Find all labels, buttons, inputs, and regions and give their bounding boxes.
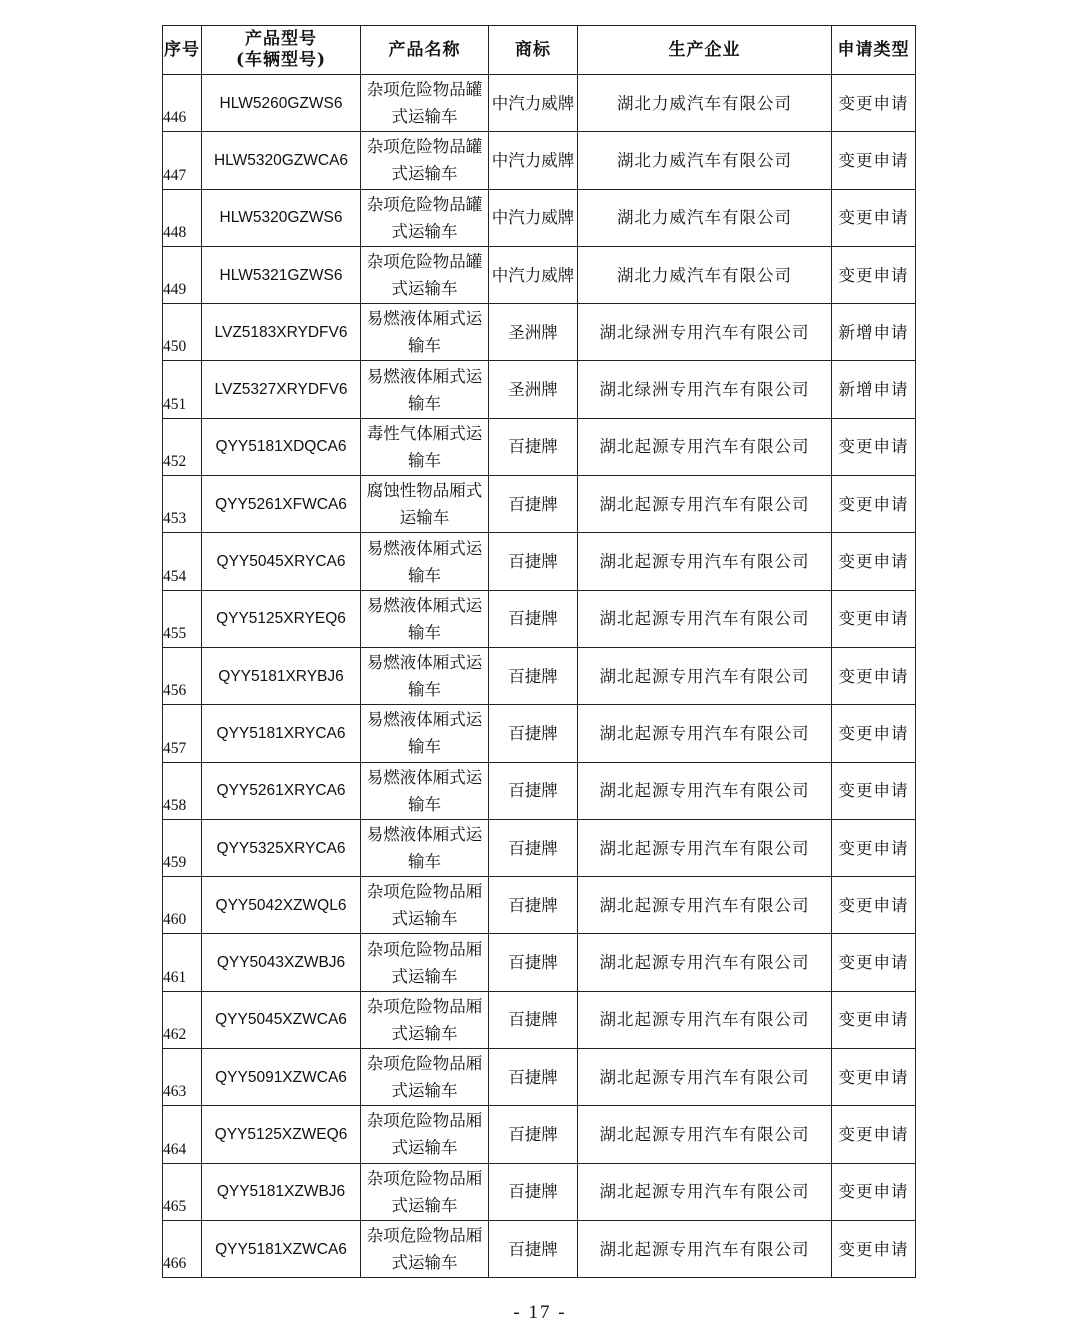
row-model: QYY5181XRYBJ6 bbox=[202, 647, 361, 704]
row-model: HLW5321GZWS6 bbox=[202, 246, 361, 303]
row-manufacturer: 湖北绿洲专用汽车有限公司 bbox=[578, 304, 832, 361]
row-model: LVZ5327XRYDFV6 bbox=[202, 361, 361, 418]
table-row bbox=[163, 246, 916, 303]
row-index: 447 bbox=[163, 132, 202, 189]
row-manufacturer: 湖北起源专用汽车有限公司 bbox=[578, 877, 832, 934]
row-index: 466 bbox=[163, 1220, 202, 1277]
row-index: 448 bbox=[163, 189, 202, 246]
row-application-type: 变更申请 bbox=[832, 246, 916, 303]
row-index: 455 bbox=[163, 590, 202, 647]
row-application-type: 变更申请 bbox=[832, 590, 916, 647]
table-header bbox=[163, 26, 916, 75]
row-brand: 百捷牌 bbox=[489, 762, 578, 819]
row-index: 450 bbox=[163, 304, 202, 361]
row-brand: 百捷牌 bbox=[489, 705, 578, 762]
row-brand: 中汽力威牌 bbox=[489, 246, 578, 303]
row-index: 457 bbox=[163, 705, 202, 762]
row-index: 451 bbox=[163, 361, 202, 418]
row-product-name: 杂项危险物品厢式运输车 bbox=[361, 1049, 489, 1106]
row-brand: 百捷牌 bbox=[489, 1049, 578, 1106]
row-product-name: 杂项危险物品厢式运输车 bbox=[361, 934, 489, 991]
row-index: 459 bbox=[163, 819, 202, 876]
row-product-name: 杂项危险物品罐式运输车 bbox=[361, 246, 489, 303]
row-index: 462 bbox=[163, 991, 202, 1048]
row-product-name: 毒性气体厢式运输车 bbox=[361, 418, 489, 475]
row-model: QYY5181XZWCA6 bbox=[202, 1220, 361, 1277]
row-model: QYY5043XZWBJ6 bbox=[202, 934, 361, 991]
row-model: QYY5045XZWCA6 bbox=[202, 991, 361, 1048]
row-application-type: 变更申请 bbox=[832, 1163, 916, 1220]
table-row bbox=[163, 934, 916, 991]
row-application-type: 变更申请 bbox=[832, 819, 916, 876]
row-brand: 百捷牌 bbox=[489, 533, 578, 590]
table-row bbox=[163, 1220, 916, 1277]
row-manufacturer: 湖北绿洲专用汽车有限公司 bbox=[578, 361, 832, 418]
row-application-type: 变更申请 bbox=[832, 189, 916, 246]
row-model: QYY5091XZWCA6 bbox=[202, 1049, 361, 1106]
row-application-type: 变更申请 bbox=[832, 877, 916, 934]
table-row bbox=[163, 361, 916, 418]
table-body bbox=[163, 75, 916, 1278]
row-manufacturer: 湖北起源专用汽车有限公司 bbox=[578, 1106, 832, 1163]
row-product-name: 杂项危险物品厢式运输车 bbox=[361, 1220, 489, 1277]
row-product-name: 杂项危险物品厢式运输车 bbox=[361, 1106, 489, 1163]
row-index: 460 bbox=[163, 877, 202, 934]
row-application-type: 变更申请 bbox=[832, 934, 916, 991]
row-model: QYY5181XDQCA6 bbox=[202, 418, 361, 475]
row-manufacturer: 湖北力威汽车有限公司 bbox=[578, 132, 832, 189]
header-brand: 商标 bbox=[489, 26, 578, 75]
table-row bbox=[163, 533, 916, 590]
row-brand: 百捷牌 bbox=[489, 476, 578, 533]
row-application-type: 变更申请 bbox=[832, 132, 916, 189]
row-manufacturer: 湖北起源专用汽车有限公司 bbox=[578, 1163, 832, 1220]
table-row bbox=[163, 647, 916, 704]
row-manufacturer: 湖北起源专用汽车有限公司 bbox=[578, 819, 832, 876]
row-brand: 百捷牌 bbox=[489, 819, 578, 876]
row-index: 449 bbox=[163, 246, 202, 303]
row-product-name: 腐蚀性物品厢式运输车 bbox=[361, 476, 489, 533]
row-application-type: 新增申请 bbox=[832, 361, 916, 418]
row-product-name: 杂项危险物品罐式运输车 bbox=[361, 75, 489, 132]
header-row bbox=[163, 26, 916, 75]
row-index: 456 bbox=[163, 647, 202, 704]
row-product-name: 易燃液体厢式运输车 bbox=[361, 533, 489, 590]
row-product-name: 易燃液体厢式运输车 bbox=[361, 590, 489, 647]
row-application-type: 变更申请 bbox=[832, 533, 916, 590]
header-model-line2: (车辆型号) bbox=[235, 50, 327, 70]
table-row bbox=[163, 705, 916, 762]
table-row bbox=[163, 1163, 916, 1220]
row-application-type: 变更申请 bbox=[832, 1106, 916, 1163]
row-manufacturer: 湖北起源专用汽车有限公司 bbox=[578, 418, 832, 475]
row-model: QYY5181XRYCA6 bbox=[202, 705, 361, 762]
header-index: 序号 bbox=[163, 26, 202, 75]
row-brand: 百捷牌 bbox=[489, 418, 578, 475]
row-application-type: 变更申请 bbox=[832, 1049, 916, 1106]
table-row bbox=[163, 304, 916, 361]
row-product-name: 易燃液体厢式运输车 bbox=[361, 819, 489, 876]
row-product-name: 易燃液体厢式运输车 bbox=[361, 647, 489, 704]
table-row bbox=[163, 762, 916, 819]
row-manufacturer: 湖北起源专用汽车有限公司 bbox=[578, 647, 832, 704]
row-product-name: 易燃液体厢式运输车 bbox=[361, 762, 489, 819]
row-model: QYY5325XRYCA6 bbox=[202, 819, 361, 876]
row-brand: 中汽力威牌 bbox=[489, 75, 578, 132]
row-application-type: 变更申请 bbox=[832, 991, 916, 1048]
table-row bbox=[163, 991, 916, 1048]
row-manufacturer: 湖北力威汽车有限公司 bbox=[578, 189, 832, 246]
row-brand: 中汽力威牌 bbox=[489, 132, 578, 189]
table-row bbox=[163, 476, 916, 533]
row-index: 465 bbox=[163, 1163, 202, 1220]
row-brand: 圣洲牌 bbox=[489, 361, 578, 418]
row-model: HLW5320GZWCA6 bbox=[202, 132, 361, 189]
row-application-type: 变更申请 bbox=[832, 762, 916, 819]
row-index: 453 bbox=[163, 476, 202, 533]
page-number: - 17 - bbox=[513, 1302, 567, 1323]
table-row bbox=[163, 819, 916, 876]
row-model: QYY5042XZWQL6 bbox=[202, 877, 361, 934]
vehicle-registry-table bbox=[162, 25, 916, 1278]
row-application-type: 变更申请 bbox=[832, 1220, 916, 1277]
row-manufacturer: 湖北起源专用汽车有限公司 bbox=[578, 934, 832, 991]
row-model: QYY5125XRYEQ6 bbox=[202, 590, 361, 647]
table-row bbox=[163, 418, 916, 475]
row-product-name: 杂项危险物品厢式运输车 bbox=[361, 991, 489, 1048]
row-model: QYY5181XZWBJ6 bbox=[202, 1163, 361, 1220]
header-model bbox=[202, 26, 361, 75]
table-row bbox=[163, 1106, 916, 1163]
row-model: QYY5125XZWEQ6 bbox=[202, 1106, 361, 1163]
row-application-type: 变更申请 bbox=[832, 647, 916, 704]
row-manufacturer: 湖北起源专用汽车有限公司 bbox=[578, 705, 832, 762]
row-model: HLW5260GZWS6 bbox=[202, 75, 361, 132]
row-brand: 圣洲牌 bbox=[489, 304, 578, 361]
row-index: 461 bbox=[163, 934, 202, 991]
row-product-name: 易燃液体厢式运输车 bbox=[361, 705, 489, 762]
row-brand: 百捷牌 bbox=[489, 590, 578, 647]
row-manufacturer: 湖北起源专用汽车有限公司 bbox=[578, 1220, 832, 1277]
row-manufacturer: 湖北起源专用汽车有限公司 bbox=[578, 533, 832, 590]
row-model: QYY5045XRYCA6 bbox=[202, 533, 361, 590]
row-product-name: 易燃液体厢式运输车 bbox=[361, 304, 489, 361]
table-row bbox=[163, 590, 916, 647]
header-product-name: 产品名称 bbox=[361, 26, 489, 75]
header-manufacturer: 生产企业 bbox=[578, 26, 832, 75]
table-row bbox=[163, 132, 916, 189]
row-manufacturer: 湖北起源专用汽车有限公司 bbox=[578, 590, 832, 647]
row-brand: 百捷牌 bbox=[489, 647, 578, 704]
row-model: QYY5261XFWCA6 bbox=[202, 476, 361, 533]
row-index: 464 bbox=[163, 1106, 202, 1163]
row-brand: 百捷牌 bbox=[489, 1220, 578, 1277]
row-application-type: 变更申请 bbox=[832, 705, 916, 762]
table-row bbox=[163, 75, 916, 132]
row-product-name: 杂项危险物品罐式运输车 bbox=[361, 189, 489, 246]
row-brand: 百捷牌 bbox=[489, 991, 578, 1048]
row-product-name: 易燃液体厢式运输车 bbox=[361, 361, 489, 418]
row-model: LVZ5183XRYDFV6 bbox=[202, 304, 361, 361]
table-row bbox=[163, 877, 916, 934]
header-model-line1: 产品型号 bbox=[245, 29, 317, 49]
row-application-type: 新增申请 bbox=[832, 304, 916, 361]
row-brand: 百捷牌 bbox=[489, 1163, 578, 1220]
row-model: QYY5261XRYCA6 bbox=[202, 762, 361, 819]
row-model: HLW5320GZWS6 bbox=[202, 189, 361, 246]
table-row bbox=[163, 1049, 916, 1106]
row-brand: 中汽力威牌 bbox=[489, 189, 578, 246]
row-index: 454 bbox=[163, 533, 202, 590]
header-application-type: 申请类型 bbox=[832, 26, 916, 75]
row-index: 458 bbox=[163, 762, 202, 819]
row-application-type: 变更申请 bbox=[832, 476, 916, 533]
row-brand: 百捷牌 bbox=[489, 934, 578, 991]
table-row bbox=[163, 189, 916, 246]
row-index: 463 bbox=[163, 1049, 202, 1106]
row-manufacturer: 湖北力威汽车有限公司 bbox=[578, 246, 832, 303]
row-index: 446 bbox=[163, 75, 202, 132]
row-product-name: 杂项危险物品厢式运输车 bbox=[361, 1163, 489, 1220]
row-index: 452 bbox=[163, 418, 202, 475]
row-product-name: 杂项危险物品厢式运输车 bbox=[361, 877, 489, 934]
row-application-type: 变更申请 bbox=[832, 418, 916, 475]
row-manufacturer: 湖北起源专用汽车有限公司 bbox=[578, 991, 832, 1048]
row-manufacturer: 湖北起源专用汽车有限公司 bbox=[578, 762, 832, 819]
row-brand: 百捷牌 bbox=[489, 1106, 578, 1163]
row-product-name: 杂项危险物品罐式运输车 bbox=[361, 132, 489, 189]
row-brand: 百捷牌 bbox=[489, 877, 578, 934]
row-manufacturer: 湖北起源专用汽车有限公司 bbox=[578, 1049, 832, 1106]
row-manufacturer: 湖北力威汽车有限公司 bbox=[578, 75, 832, 132]
row-application-type: 变更申请 bbox=[832, 75, 916, 132]
row-manufacturer: 湖北起源专用汽车有限公司 bbox=[578, 476, 832, 533]
